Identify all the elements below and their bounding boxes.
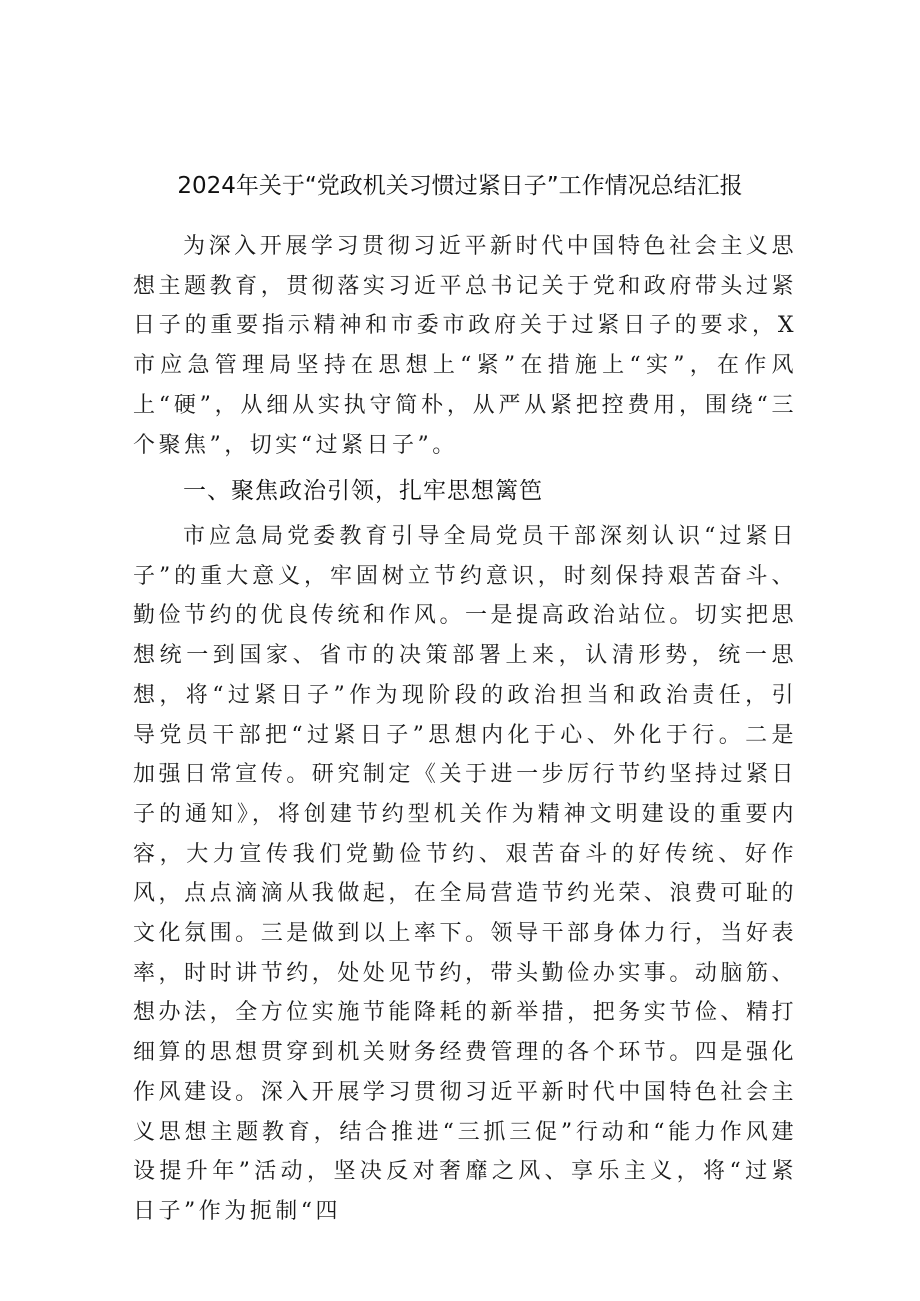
intro-paragraph: 为深入开展学习贯彻习近平新时代中国特色社会主义思想主题教育，贯彻落实习近平总书记关于党和政府带头过紧日子的重要指示精神和市委市政府关于过紧日子的要求，X市应急管理局坚持在思想上“紧”在措施上“实”，在作风上“硬”，从细从实执守简朴，从严从紧把控费用，围绕“三个聚焦”，切实“过紧日子”。 [133,234,797,458]
section-heading-1: 一、聚焦政治引领，扎牢思想篱笆 [183,478,543,504]
document-title: 2024年关于“党政机关习惯过紧日子”工作情况总结汇报 [177,173,743,199]
section-1-paragraph: 市应急局党委教育引导全局党员干部深刻认识“过紧日子”的重大意义，牢固树立节约意识，时刻保持艰苦奋斗、勤俭节约的优良传统和作风。一是提高政治站位。切实把思想统一到国家、省市的决策部署上来，认清形势，统一思想，将“过紧日子”作为现阶段的政治担当和政治责任，引导党员干部把“过紧日子”思想内化于心、外化于行。二是加强日常宣传。研究制定《关于进一步厉行节约坚持过紧日子的通知》，将创建节约型机关作为精神文明建设的重要内容，大力宣传我们党勤俭节约、艰苦奋斗的好传统、好作风，点点滴滴从我做起，在全局营造节约光荣、浪费可耻的文化氛围。三是做到以上率下。领导干部身体力行，当好表率，时时讲节约，处处见节约，带头勤俭办实事。动脑筋、想办法，全方位实施节能降耗的新举措，把务实节俭、精打细算的思想贯穿到机关财务经费管理的各个环节。四是强化作风建设。深入开展学习贯彻习近平新时代中国特色社会主义思想主题教育，结合推进“三抓三促”行动和“能力作风建设提升年”活动，坚决反对奢靡之风、享乐主义，将“过紧日子”作为扼制“四 [133,524,797,1224]
